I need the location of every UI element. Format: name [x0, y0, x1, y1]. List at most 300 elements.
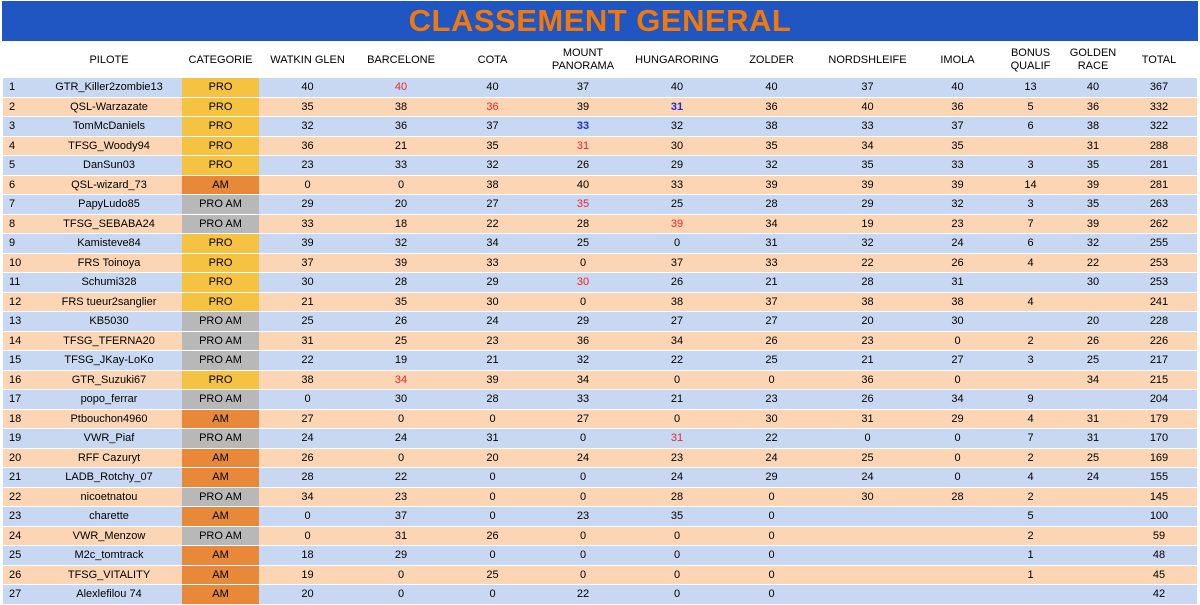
- cell-watkin-glen: 34: [259, 487, 356, 507]
- cell-total: 263: [1121, 195, 1197, 215]
- cell-zolder: 25: [727, 351, 816, 371]
- cell-nordshleife: 19: [816, 214, 919, 234]
- cell-imola: [919, 546, 996, 566]
- cell-golden-race: [1065, 565, 1121, 585]
- cell-nordshleife: [816, 565, 919, 585]
- cell-imola: 26: [919, 253, 996, 273]
- cell-nordshleife: 40: [816, 97, 919, 117]
- cell-hungaroring: 38: [627, 292, 727, 312]
- cell-total: 217: [1121, 351, 1197, 371]
- cell-categorie: PRO: [182, 292, 259, 312]
- cell-golden-race: [1065, 487, 1121, 507]
- cell-bonus-qualif: 9: [996, 390, 1065, 410]
- table-row: [3, 234, 1197, 254]
- cell-zolder: 38: [727, 117, 816, 137]
- cell-zolder: 34: [727, 214, 816, 234]
- cell-golden-race: 35: [1065, 195, 1121, 215]
- cell-total: 100: [1121, 507, 1197, 527]
- cell-pilote: QSL-Warzazate: [36, 97, 182, 117]
- cell-mount-panorama: 39: [539, 97, 627, 117]
- cell-cota: 40: [446, 78, 539, 97]
- table-row: [3, 117, 1197, 137]
- cell-hungaroring: 0: [627, 526, 727, 546]
- cell-pos: 16: [3, 370, 36, 390]
- col-header-cota: COTA: [446, 42, 539, 78]
- table-row: [3, 136, 1197, 156]
- cell-nordshleife: 20: [816, 312, 919, 332]
- cell-barcelone: 0: [356, 409, 446, 429]
- cell-categorie: PRO: [182, 97, 259, 117]
- cell-zolder: 23: [727, 390, 816, 410]
- cell-barcelone: 30: [356, 390, 446, 410]
- cell-categorie: AM: [182, 585, 259, 605]
- cell-cota: 25: [446, 565, 539, 585]
- table-row: [3, 292, 1197, 312]
- cell-hungaroring: 34: [627, 331, 727, 351]
- cell-zolder: 39: [727, 175, 816, 195]
- cell-total: 170: [1121, 429, 1197, 449]
- table-row: [3, 526, 1197, 546]
- cell-imola: 35: [919, 136, 996, 156]
- cell-mount-panorama: 36: [539, 331, 627, 351]
- cell-watkin-glen: 0: [259, 390, 356, 410]
- cell-cota: 23: [446, 331, 539, 351]
- cell-cota: 22: [446, 214, 539, 234]
- title-banner: [2, 1, 1198, 41]
- cell-pos: 23: [3, 507, 36, 527]
- cell-pilote: nicoetnatou: [36, 487, 182, 507]
- cell-nordshleife: [816, 546, 919, 566]
- cell-barcelone: 20: [356, 195, 446, 215]
- cell-watkin-glen: 20: [259, 585, 356, 605]
- cell-hungaroring: 22: [627, 351, 727, 371]
- cell-nordshleife: 37: [816, 78, 919, 97]
- cell-pilote: Ptbouchon4960: [36, 409, 182, 429]
- cell-hungaroring: 24: [627, 468, 727, 488]
- cell-cota: 24: [446, 312, 539, 332]
- standings-table: [3, 42, 1197, 605]
- cell-pilote: TomMcDaniels: [36, 117, 182, 137]
- cell-nordshleife: 33: [816, 117, 919, 137]
- cell-golden-race: 36: [1065, 97, 1121, 117]
- cell-pilote: TFSG_SEBABA24: [36, 214, 182, 234]
- cell-total: 204: [1121, 390, 1197, 410]
- cell-bonus-qualif: 3: [996, 195, 1065, 215]
- table-row: [3, 409, 1197, 429]
- cell-pos: 3: [3, 117, 36, 137]
- cell-categorie: PRO AM: [182, 390, 259, 410]
- cell-nordshleife: 30: [816, 487, 919, 507]
- cell-pilote: TFSG_JKay-LoKo: [36, 351, 182, 371]
- cell-barcelone: 24: [356, 429, 446, 449]
- cell-categorie: PRO: [182, 156, 259, 176]
- cell-watkin-glen: 37: [259, 253, 356, 273]
- col-header-zolder: ZOLDER: [727, 42, 816, 78]
- cell-hungaroring: 39: [627, 214, 727, 234]
- cell-total: 253: [1121, 273, 1197, 293]
- cell-bonus-qualif: [996, 273, 1065, 293]
- cell-bonus-qualif: 2: [996, 487, 1065, 507]
- cell-pos: 2: [3, 97, 36, 117]
- cell-nordshleife: 34: [816, 136, 919, 156]
- cell-categorie: PRO: [182, 117, 259, 137]
- cell-hungaroring: 31: [627, 429, 727, 449]
- cell-mount-panorama: 40: [539, 175, 627, 195]
- cell-watkin-glen: 23: [259, 156, 356, 176]
- cell-pilote: GTR_Suzuki67: [36, 370, 182, 390]
- cell-total: 226: [1121, 331, 1197, 351]
- cell-categorie: PRO AM: [182, 331, 259, 351]
- cell-categorie: AM: [182, 507, 259, 527]
- cell-bonus-qualif: 1: [996, 565, 1065, 585]
- cell-mount-panorama: 25: [539, 234, 627, 254]
- cell-cota: 34: [446, 234, 539, 254]
- cell-mount-panorama: 0: [539, 468, 627, 488]
- cell-pos: 17: [3, 390, 36, 410]
- cell-nordshleife: 35: [816, 156, 919, 176]
- cell-barcelone: 36: [356, 117, 446, 137]
- cell-nordshleife: 24: [816, 468, 919, 488]
- cell-mount-panorama: 32: [539, 351, 627, 371]
- cell-imola: 31: [919, 273, 996, 293]
- cell-nordshleife: 36: [816, 370, 919, 390]
- cell-nordshleife: 23: [816, 331, 919, 351]
- cell-mount-panorama: 35: [539, 195, 627, 215]
- cell-golden-race: [1065, 585, 1121, 605]
- cell-cota: 0: [446, 585, 539, 605]
- cell-categorie: PRO AM: [182, 526, 259, 546]
- table-row: [3, 565, 1197, 585]
- cell-pilote: LADB_Rotchy_07: [36, 468, 182, 488]
- cell-bonus-qualif: 7: [996, 429, 1065, 449]
- cell-imola: 28: [919, 487, 996, 507]
- cell-pilote: M2c_tomtrack: [36, 546, 182, 566]
- table-row: [3, 487, 1197, 507]
- cell-imola: 30: [919, 312, 996, 332]
- cell-watkin-glen: 21: [259, 292, 356, 312]
- cell-cota: 0: [446, 546, 539, 566]
- cell-hungaroring: 0: [627, 370, 727, 390]
- cell-nordshleife: 39: [816, 175, 919, 195]
- cell-bonus-qualif: 7: [996, 214, 1065, 234]
- cell-total: 228: [1121, 312, 1197, 332]
- col-header-bonus-qualif: BONUS QUALIF: [996, 42, 1065, 78]
- cell-golden-race: 32: [1065, 234, 1121, 254]
- table-row: [3, 175, 1197, 195]
- cell-nordshleife: 38: [816, 292, 919, 312]
- cell-nordshleife: [816, 526, 919, 546]
- cell-watkin-glen: 18: [259, 546, 356, 566]
- cell-categorie: AM: [182, 546, 259, 566]
- cell-zolder: 0: [727, 487, 816, 507]
- cell-barcelone: 19: [356, 351, 446, 371]
- cell-hungaroring: 31: [627, 97, 727, 117]
- cell-pilote: DanSun03: [36, 156, 182, 176]
- cell-bonus-qualif: 6: [996, 117, 1065, 137]
- cell-total: 288: [1121, 136, 1197, 156]
- cell-hungaroring: 28: [627, 487, 727, 507]
- col-header-total: TOTAL: [1121, 42, 1197, 78]
- cell-watkin-glen: 33: [259, 214, 356, 234]
- col-header-pos: [3, 42, 36, 78]
- cell-pos: 6: [3, 175, 36, 195]
- cell-zolder: 0: [727, 370, 816, 390]
- col-header-imola: IMOLA: [919, 42, 996, 78]
- cell-categorie: PRO AM: [182, 429, 259, 449]
- cell-barcelone: 39: [356, 253, 446, 273]
- cell-cota: 0: [446, 507, 539, 527]
- cell-categorie: AM: [182, 409, 259, 429]
- cell-golden-race: 22: [1065, 253, 1121, 273]
- cell-barcelone: 0: [356, 175, 446, 195]
- cell-bonus-qualif: [996, 370, 1065, 390]
- cell-mount-panorama: 0: [539, 487, 627, 507]
- cell-hungaroring: 0: [627, 585, 727, 605]
- standings-body: [3, 78, 1197, 604]
- cell-watkin-glen: 32: [259, 117, 356, 137]
- cell-categorie: PRO: [182, 78, 259, 97]
- cell-watkin-glen: 0: [259, 507, 356, 527]
- col-header-categorie: CATEGORIE: [182, 42, 259, 78]
- cell-cota: 39: [446, 370, 539, 390]
- cell-barcelone: 21: [356, 136, 446, 156]
- cell-total: 145: [1121, 487, 1197, 507]
- cell-pilote: KB5030: [36, 312, 182, 332]
- cell-cota: 28: [446, 390, 539, 410]
- cell-barcelone: 0: [356, 565, 446, 585]
- cell-bonus-qualif: 2: [996, 448, 1065, 468]
- col-header-mount-panorama: MOUNT PANORAMA: [539, 42, 627, 78]
- cell-watkin-glen: 0: [259, 175, 356, 195]
- cell-bonus-qualif: 5: [996, 507, 1065, 527]
- cell-pos: 7: [3, 195, 36, 215]
- cell-pilote: VWR_Piaf: [36, 429, 182, 449]
- cell-watkin-glen: 26: [259, 448, 356, 468]
- cell-hungaroring: 35: [627, 507, 727, 527]
- page-title: CLASSEMENT GENERAL: [408, 3, 792, 38]
- cell-zolder: 0: [727, 565, 816, 585]
- cell-total: 215: [1121, 370, 1197, 390]
- cell-pilote: FRS tueur2sanglier: [36, 292, 182, 312]
- cell-mount-panorama: 22: [539, 585, 627, 605]
- cell-pos: 22: [3, 487, 36, 507]
- cell-hungaroring: 25: [627, 195, 727, 215]
- cell-barcelone: 33: [356, 156, 446, 176]
- cell-hungaroring: 37: [627, 253, 727, 273]
- cell-bonus-qualif: 13: [996, 78, 1065, 97]
- cell-watkin-glen: 29: [259, 195, 356, 215]
- cell-barcelone: 29: [356, 546, 446, 566]
- cell-watkin-glen: 39: [259, 234, 356, 254]
- cell-watkin-glen: 31: [259, 331, 356, 351]
- cell-cota: 0: [446, 409, 539, 429]
- cell-imola: 32: [919, 195, 996, 215]
- cell-imola: [919, 585, 996, 605]
- cell-total: 241: [1121, 292, 1197, 312]
- cell-cota: 32: [446, 156, 539, 176]
- cell-barcelone: 25: [356, 331, 446, 351]
- cell-golden-race: 24: [1065, 468, 1121, 488]
- cell-zolder: 29: [727, 468, 816, 488]
- table-row: [3, 78, 1197, 97]
- cell-mount-panorama: 0: [539, 253, 627, 273]
- cell-watkin-glen: 27: [259, 409, 356, 429]
- cell-golden-race: 30: [1065, 273, 1121, 293]
- cell-hungaroring: 0: [627, 546, 727, 566]
- cell-barcelone: 22: [356, 468, 446, 488]
- cell-total: 169: [1121, 448, 1197, 468]
- cell-imola: [919, 526, 996, 546]
- table-row: [3, 97, 1197, 117]
- cell-categorie: PRO AM: [182, 214, 259, 234]
- cell-golden-race: 34: [1065, 370, 1121, 390]
- cell-total: 59: [1121, 526, 1197, 546]
- cell-hungaroring: 0: [627, 234, 727, 254]
- cell-zolder: 30: [727, 409, 816, 429]
- cell-hungaroring: 40: [627, 78, 727, 97]
- cell-imola: 34: [919, 390, 996, 410]
- col-header-watkin-glen: WATKIN GLEN: [259, 42, 356, 78]
- table-row: [3, 429, 1197, 449]
- cell-imola: 36: [919, 97, 996, 117]
- cell-watkin-glen: 24: [259, 429, 356, 449]
- cell-mount-panorama: 0: [539, 526, 627, 546]
- cell-total: 179: [1121, 409, 1197, 429]
- cell-mount-panorama: 31: [539, 136, 627, 156]
- cell-mount-panorama: 26: [539, 156, 627, 176]
- cell-zolder: 32: [727, 156, 816, 176]
- cell-pilote: Alexlefilou 74: [36, 585, 182, 605]
- cell-barcelone: 0: [356, 585, 446, 605]
- cell-bonus-qualif: 3: [996, 351, 1065, 371]
- cell-imola: 37: [919, 117, 996, 137]
- cell-imola: 40: [919, 78, 996, 97]
- col-header-nordshleife: NORDSHLEIFE: [816, 42, 919, 78]
- cell-mount-panorama: 24: [539, 448, 627, 468]
- cell-golden-race: 38: [1065, 117, 1121, 137]
- cell-golden-race: 39: [1065, 214, 1121, 234]
- cell-pos: 19: [3, 429, 36, 449]
- cell-pos: 8: [3, 214, 36, 234]
- cell-nordshleife: [816, 585, 919, 605]
- cell-nordshleife: 25: [816, 448, 919, 468]
- cell-golden-race: 25: [1065, 351, 1121, 371]
- cell-golden-race: [1065, 292, 1121, 312]
- cell-barcelone: 32: [356, 234, 446, 254]
- cell-barcelone: 35: [356, 292, 446, 312]
- cell-zolder: 36: [727, 97, 816, 117]
- cell-watkin-glen: 25: [259, 312, 356, 332]
- cell-watkin-glen: 35: [259, 97, 356, 117]
- cell-nordshleife: 31: [816, 409, 919, 429]
- cell-imola: 24: [919, 234, 996, 254]
- cell-bonus-qualif: 5: [996, 97, 1065, 117]
- cell-cota: 20: [446, 448, 539, 468]
- cell-pos: 5: [3, 156, 36, 176]
- cell-pilote: popo_ferrar: [36, 390, 182, 410]
- cell-watkin-glen: 19: [259, 565, 356, 585]
- cell-total: 262: [1121, 214, 1197, 234]
- cell-bonus-qualif: 6: [996, 234, 1065, 254]
- cell-pilote: RFF Cazuryt: [36, 448, 182, 468]
- cell-pos: 4: [3, 136, 36, 156]
- cell-cota: 30: [446, 292, 539, 312]
- cell-hungaroring: 33: [627, 175, 727, 195]
- cell-nordshleife: 28: [816, 273, 919, 293]
- cell-categorie: PRO AM: [182, 351, 259, 371]
- cell-bonus-qualif: [996, 585, 1065, 605]
- table-row: [3, 312, 1197, 332]
- table-row: [3, 195, 1197, 215]
- cell-categorie: PRO: [182, 136, 259, 156]
- cell-pos: 20: [3, 448, 36, 468]
- cell-imola: 39: [919, 175, 996, 195]
- cell-barcelone: 18: [356, 214, 446, 234]
- cell-mount-panorama: 28: [539, 214, 627, 234]
- cell-golden-race: [1065, 507, 1121, 527]
- cell-imola: 38: [919, 292, 996, 312]
- cell-pilote: TFSG_Woody94: [36, 136, 182, 156]
- cell-watkin-glen: 22: [259, 351, 356, 371]
- cell-categorie: AM: [182, 448, 259, 468]
- cell-categorie: PRO AM: [182, 312, 259, 332]
- cell-cota: 31: [446, 429, 539, 449]
- cell-golden-race: 31: [1065, 409, 1121, 429]
- cell-barcelone: 31: [356, 526, 446, 546]
- cell-mount-panorama: 34: [539, 370, 627, 390]
- cell-cota: 27: [446, 195, 539, 215]
- cell-bonus-qualif: 1: [996, 546, 1065, 566]
- cell-watkin-glen: 38: [259, 370, 356, 390]
- table-row: [3, 507, 1197, 527]
- cell-hungaroring: 0: [627, 409, 727, 429]
- cell-imola: 23: [919, 214, 996, 234]
- cell-golden-race: 20: [1065, 312, 1121, 332]
- cell-total: 281: [1121, 156, 1197, 176]
- cell-cota: 38: [446, 175, 539, 195]
- col-header-pilote: PILOTE: [36, 42, 182, 78]
- cell-golden-race: [1065, 526, 1121, 546]
- cell-pilote: charette: [36, 507, 182, 527]
- cell-watkin-glen: 28: [259, 468, 356, 488]
- cell-mount-panorama: 23: [539, 507, 627, 527]
- cell-golden-race: 31: [1065, 429, 1121, 449]
- cell-cota: 0: [446, 487, 539, 507]
- table-row: [3, 331, 1197, 351]
- cell-imola: 27: [919, 351, 996, 371]
- cell-imola: 29: [919, 409, 996, 429]
- cell-imola: 33: [919, 156, 996, 176]
- cell-pilote: PapyLudo85: [36, 195, 182, 215]
- cell-hungaroring: 21: [627, 390, 727, 410]
- cell-mount-panorama: 29: [539, 312, 627, 332]
- cell-zolder: 0: [727, 507, 816, 527]
- cell-total: 281: [1121, 175, 1197, 195]
- cell-nordshleife: 21: [816, 351, 919, 371]
- cell-pos: 18: [3, 409, 36, 429]
- cell-zolder: 31: [727, 234, 816, 254]
- cell-nordshleife: 29: [816, 195, 919, 215]
- cell-cota: 21: [446, 351, 539, 371]
- cell-hungaroring: 29: [627, 156, 727, 176]
- cell-cota: 26: [446, 526, 539, 546]
- cell-watkin-glen: 40: [259, 78, 356, 97]
- cell-bonus-qualif: 2: [996, 526, 1065, 546]
- cell-imola: 0: [919, 448, 996, 468]
- cell-zolder: 24: [727, 448, 816, 468]
- cell-pos: 11: [3, 273, 36, 293]
- cell-pos: 10: [3, 253, 36, 273]
